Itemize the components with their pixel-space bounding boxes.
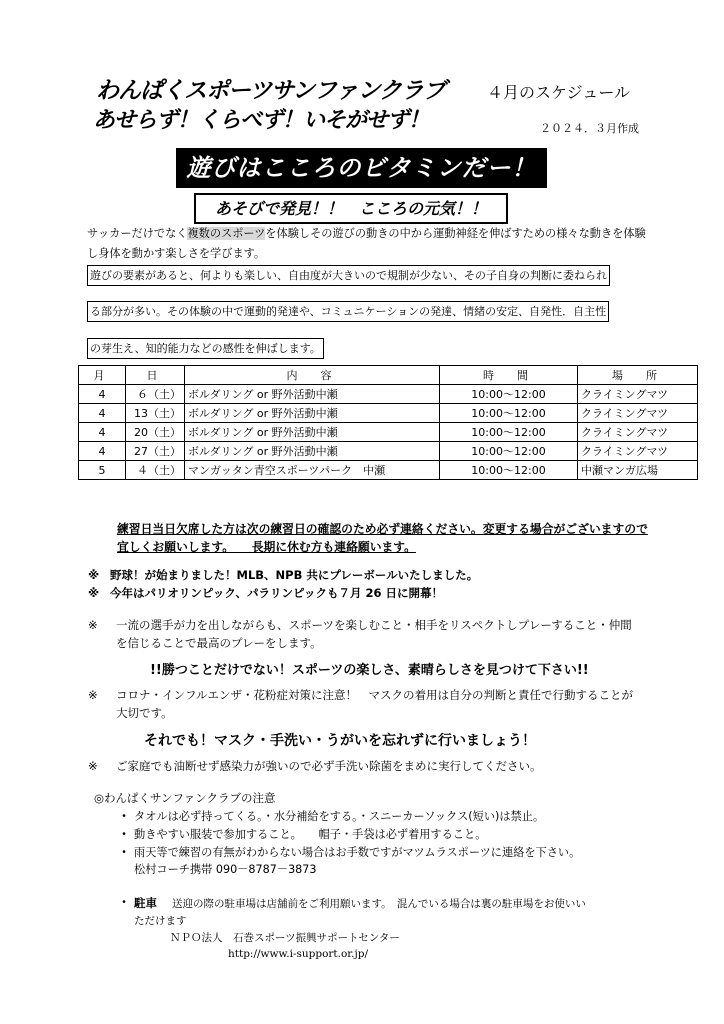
slogan: あせらず！くらべず！いそがせず！ [93, 108, 430, 133]
hygiene-heading: それでも！マスク・手洗い・うがいを忘れずに行いましょう！ [144, 733, 536, 749]
intro-part2: を体験しその遊びの動きの中から運動神経を伸ばすための様々な動きを体験し身体を動かす楽しさを学びます。 [87, 227, 646, 260]
respect-line1: 一流の選手が力を出しながらも、スポーツを楽しむこと・相手をリスペクトしプレーすること・仲間 [116, 618, 632, 632]
club-name: わんぱくスポーツサンファンクラブ [96, 78, 446, 104]
table-row [79, 404, 698, 423]
rule-bullet-1: ・ [118, 809, 131, 823]
cell-time: 10:00～12:00 [440, 461, 578, 480]
cell-place: クライミングマツ [578, 385, 698, 404]
organization-url[interactable]: http://www.i-support.or.jp/ [228, 948, 369, 960]
cell-month: 4 [79, 404, 126, 423]
cell-time: 10:00～12:00 [440, 404, 578, 423]
cell-time: 10:00～12:00 [440, 385, 578, 404]
absence-notice-line2: 宜しくお願いします。 長期に休む方も連絡願います。 [117, 540, 416, 554]
cell-day: ６（土） [126, 385, 185, 404]
cell-place: 中瀬マンガ広場 [578, 461, 698, 480]
table-row [79, 461, 698, 480]
cell-month: 4 [79, 385, 126, 404]
intro-highlight: 複数のスポーツ [187, 227, 266, 240]
boxed-line-1: 遊びの要素があると、何よりも楽しい、自由度が大きいので規制が少ない、その子自身の判断に委ねられ [87, 265, 610, 286]
coach-contact: 松村コーチ携帯 090－8787－3873 [134, 863, 317, 876]
cell-month: 5 [79, 461, 126, 480]
rule-bullet-2: ・ [118, 827, 131, 841]
cell-content: ボルダリング or 野外活動中瀬 [185, 385, 440, 404]
rule-clothing: 動きやすい服装で参加すること。 帽子・手袋は必ず着用すること。 [134, 828, 487, 841]
table-row [79, 385, 698, 404]
parking-label: 駐車 [134, 896, 157, 910]
cell-day: ４（土） [126, 461, 185, 480]
cell-time: 10:00～12:00 [440, 442, 578, 461]
news-item-olympics: 今年はパリオリンピック、パラリンピックも７月 26 日に開幕！ [110, 586, 444, 600]
organization-name: ＮＰＯ法人 石巻スポーツ振興サポートセンター [170, 932, 400, 944]
news-mark-1: ※ [88, 568, 100, 582]
cell-place: クライミングマツ [578, 423, 698, 442]
schedule-title: ４月のスケジュール [487, 83, 631, 102]
header-day: 日 [126, 366, 185, 385]
rule-bullet-3: ・ [118, 845, 131, 859]
corona-line2: 大切です。 [116, 706, 173, 720]
intro-paragraph [87, 224, 647, 264]
main-banner: 遊びはこころのビタミンだー！ [176, 148, 547, 188]
header-time: 時 間 [440, 366, 578, 385]
absence-notice-line1: 練習日当日欠席した方は次の練習日の確認のため必ず連絡ください。変更する場合がございますので [117, 522, 648, 536]
parking-line2: ただけます [134, 915, 187, 927]
cell-day: 27（土） [126, 442, 185, 461]
cell-content: ボルダリング or 野外活動中瀬 [185, 442, 440, 461]
hygiene-note: ご家庭でも油断せず感染力が強いので必ず手洗い除菌をまめに実行してください。 [116, 759, 542, 773]
cell-month: 4 [79, 442, 126, 461]
cell-day: 20（土） [126, 423, 185, 442]
absence-notice [117, 520, 648, 556]
respect-mark: ※ [88, 618, 98, 632]
boxed-line-2: る部分が多い。その体験の中で運動的発達や、コミュニケーションの発達、情緒の安定、自発性．自主性 [87, 301, 609, 322]
parking-line1: 送迎の際の駐車場は店舗前をご利用願います。 混んでいる場合は裏の駐車場をお使いい [172, 898, 586, 910]
cell-content: ボルダリング or 野外活動中瀬 [185, 423, 440, 442]
enjoy-sports-heading: !!勝つことだけでない！スポーツの楽しさ、素晴らしさを見つけて下さい!! [150, 663, 589, 678]
hygiene-mark: ※ [88, 759, 98, 773]
intro-part1: サッカーだけでなく [87, 227, 188, 240]
rule-rain: 雨天等で練習の有無がわからない場合はお手数ですがマツムラスポーツに連絡を下さい。 [134, 846, 581, 859]
cell-time: 10:00～12:00 [440, 423, 578, 442]
cell-month: 4 [79, 423, 126, 442]
cell-day: 13（土） [126, 404, 185, 423]
corona-line1: コロナ・インフルエンザ・花粉症対策に注意！ マスクの着用は自分の判断と責任で行動することが [116, 688, 634, 702]
respect-line2: を信じることで最高のプレーをします。 [116, 636, 322, 650]
created-date: ２０２４．３月作成 [540, 122, 639, 135]
header-place: 場 所 [578, 366, 698, 385]
news-mark-2: ※ [88, 586, 100, 600]
boxed-line-3: の芽生え、知的能力などの感性を伸ばします。 [87, 338, 324, 359]
corona-mark: ※ [88, 688, 98, 702]
table-row [79, 423, 698, 442]
parking-bullet: ・ [118, 895, 131, 909]
club-rules-title: ◎わんぱくサンファンクラブの注意 [94, 791, 276, 805]
cell-content: ボルダリング or 野外活動中瀬 [185, 404, 440, 423]
table-row [79, 442, 698, 461]
schedule-table [78, 365, 698, 480]
cell-place: クライミングマツ [578, 442, 698, 461]
header-content: 内 容 [185, 366, 440, 385]
cell-place: クライミングマツ [578, 404, 698, 423]
table-header-row [79, 366, 698, 385]
header-month: 月 [79, 366, 126, 385]
sub-banner: あそびで発見！！ こころの元気！！ [194, 193, 508, 224]
rule-towel: タオルは必ず持ってくる。・水分補給をする。・スニーカーソックス(短い)は禁止。 [134, 810, 545, 823]
cell-content: マンガッタン青空スポーツパーク 中瀬 [185, 461, 440, 480]
news-item-baseball: 野球！が始まりました！MLB、NPB 共にプレーボールいたしました。 [110, 568, 479, 582]
